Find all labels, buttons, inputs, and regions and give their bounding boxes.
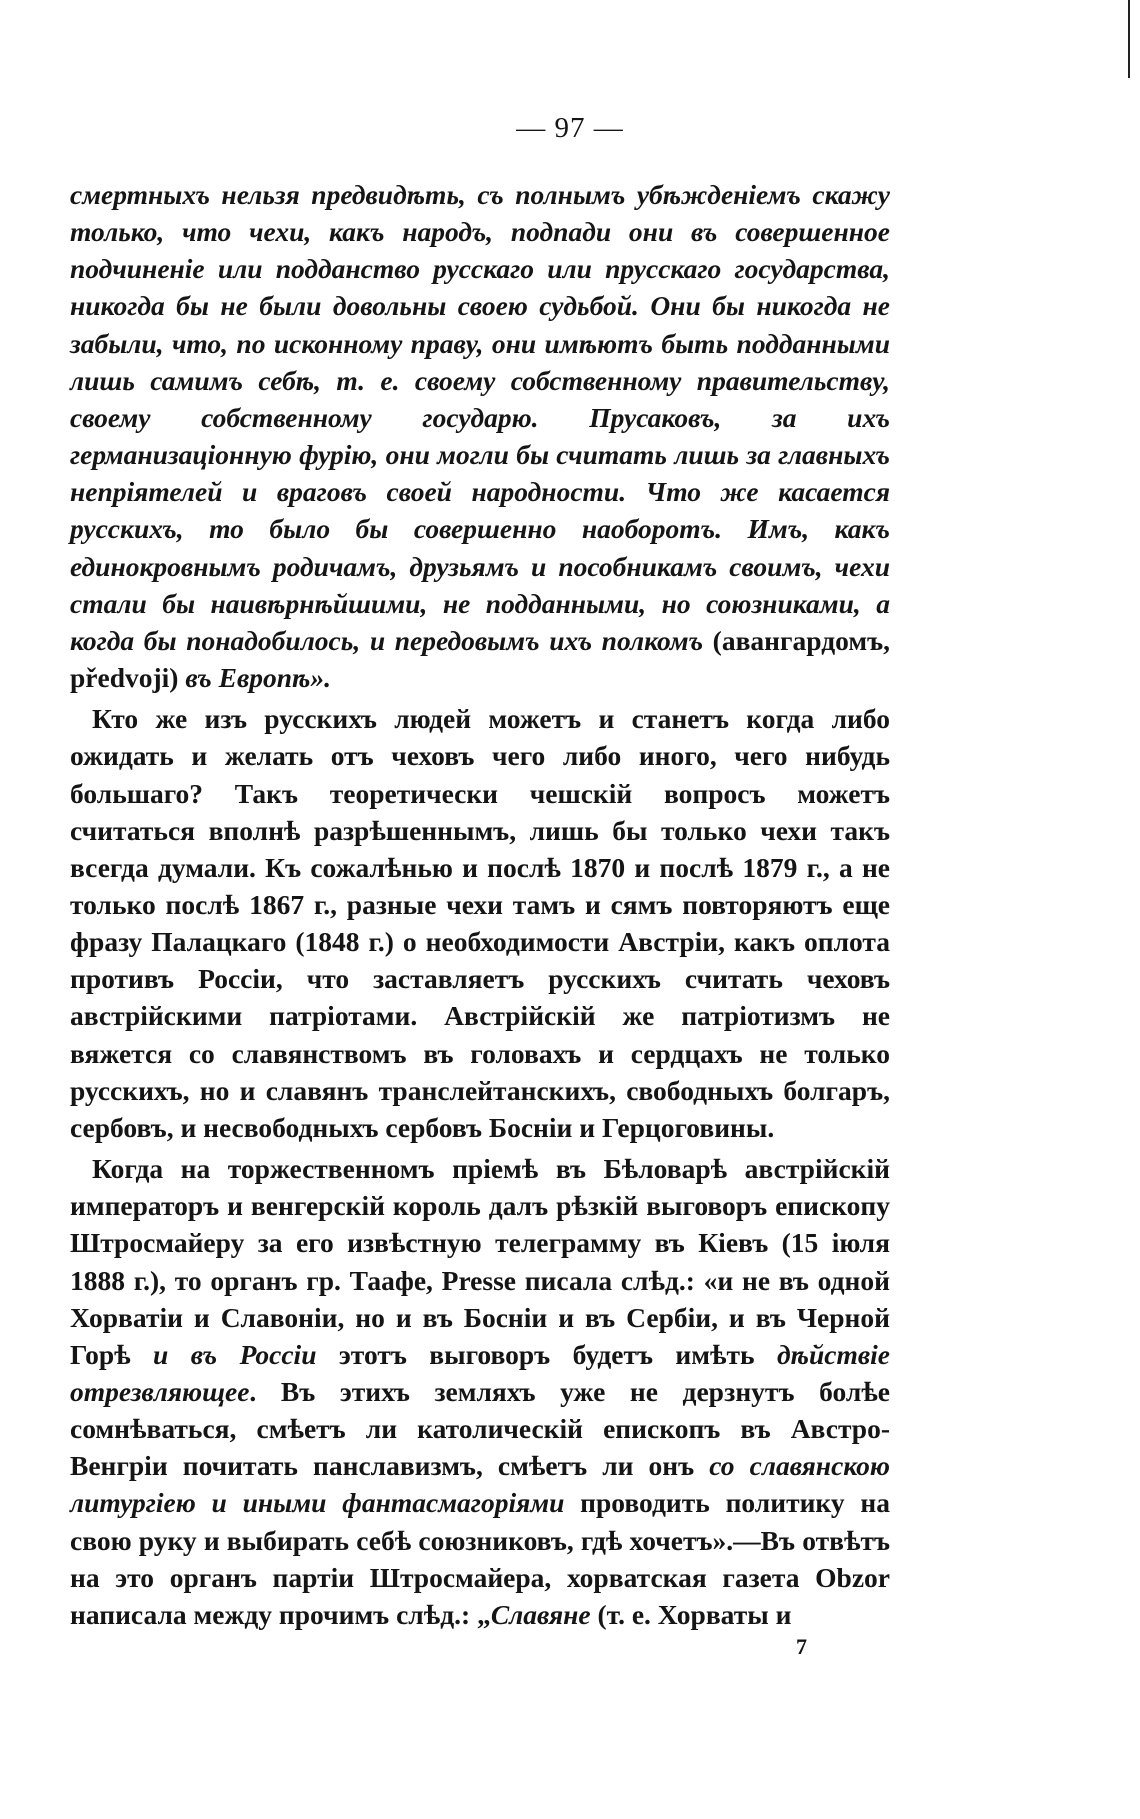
paragraph-run: дѣйствіе отрезвляющее bbox=[70, 1338, 890, 1407]
signature-number: 7 bbox=[796, 1634, 807, 1659]
paragraph-run: Кто же изъ русскихъ людей можетъ и станетъ когда либо ожидать и желать отъ чеховъ чего либо иного, чего нибудь большаго? Такъ теоретически чешскій вопросъ можетъ считаться вполнѣ разрѣшеннымъ, лишь бы только чехи такъ всегда думали. Къ сожалѣнью и послѣ 1870 и послѣ 1879 г., а не только послѣ 1867 г., разные чехи тамъ и сямъ повторяютъ еще фразу Палацкаго (1848 г.) о необходимости Австріи, какъ оплота противъ Россіи, что заставляетъ русскихъ считать чеховъ австрійскими патріотами. Австрійскій же патріотизмъ не вяжется со славянствомъ въ головахъ и сердцахъ не только русскихъ, но и славянъ транслейтанскихъ, свободныхъ болгаръ, сербовъ, и несвободныхъ сербовъ Босніи и Герцоговины. bbox=[70, 703, 890, 1143]
text-body bbox=[70, 176, 890, 1633]
paragraph-run: Славяне bbox=[490, 1598, 591, 1630]
paragraph-run: Когда на торжественномъ пріемѣ въ Бѣловарѣ австрійскій императоръ и венгерскій король далъ рѣзкій выговоръ епископу Штросмайеру за его извѣстную телеграмму въ Кіевъ (15 іюля 1888 г.), то органъ гр. Таафе, Presse писала слѣд.: «и не въ одной Хорватіи и Славоніи, но и въ Босніи и въ Сербіи, и въ Черной Горѣ bbox=[70, 1153, 890, 1370]
scan-edge-mark bbox=[1128, 0, 1130, 78]
paragraph-run: и въ Россіи bbox=[153, 1338, 317, 1370]
paragraph-run: (авангардомъ, předvoji) bbox=[70, 624, 890, 694]
paragraph-continued-quote bbox=[70, 176, 890, 696]
paragraph-run: этотъ выговоръ будетъ имѣть bbox=[316, 1338, 777, 1370]
paragraph-run: . Въ этихъ земляхъ уже не дерзнутъ болѣе сомнѣваться, смѣетъ ли католическій епископъ въ Австро-Венгріи почитать панславизмъ, смѣетъ ли онъ bbox=[70, 1376, 890, 1482]
paragraph-run: проводить политику на свою руку и выбирать себѣ союзниковъ, гдѣ хочетъ».—Въ отвѣтъ на это органъ партіи Штросмайера, хорватская газета Obzor написала между прочимъ слѣд.: „ bbox=[70, 1487, 890, 1630]
page-number: — 97 — bbox=[516, 112, 624, 144]
paragraph-run: со славянскою литургіею и иными фантасмагоріями bbox=[70, 1450, 890, 1519]
paragraph-run: смертныхъ нельзя предвидѣть, съ полнымъ убѣжденіемъ скажу только, что чехи, какъ народъ, подпади они въ совершенное подчиненіе или подданство русскаго или прусскаго государства, никогда бы не были довольны своею судьбой. Они бы никогда не забыли, что, по исконному праву, они имѣютъ быть подданными лишь самимъ себѣ, т. е. своему собственному правительству, своему собственному государю. Прусаковъ, за ихъ германизаціонную фурію, они могли бы считать лишь за главныхъ непріятелей и враговъ своей народности. Что же касается русскихъ, то было бы совершенно наоборотъ. Имъ, какъ единокровнымъ родичамъ, друзьямъ и пособникамъ своимъ, чехи стали бы наивѣрнѣйшими, не подданными, но союзниками, а когда бы понадобилось, и передовымъ ихъ полкомъ bbox=[70, 179, 890, 656]
paragraph-belovar-reception bbox=[70, 1150, 890, 1633]
paragraph-run: (т. е. Хорваты и bbox=[590, 1598, 792, 1630]
paragraph-run: въ Европѣ». bbox=[185, 662, 332, 694]
paragraph-russian-expectations bbox=[70, 700, 890, 1146]
